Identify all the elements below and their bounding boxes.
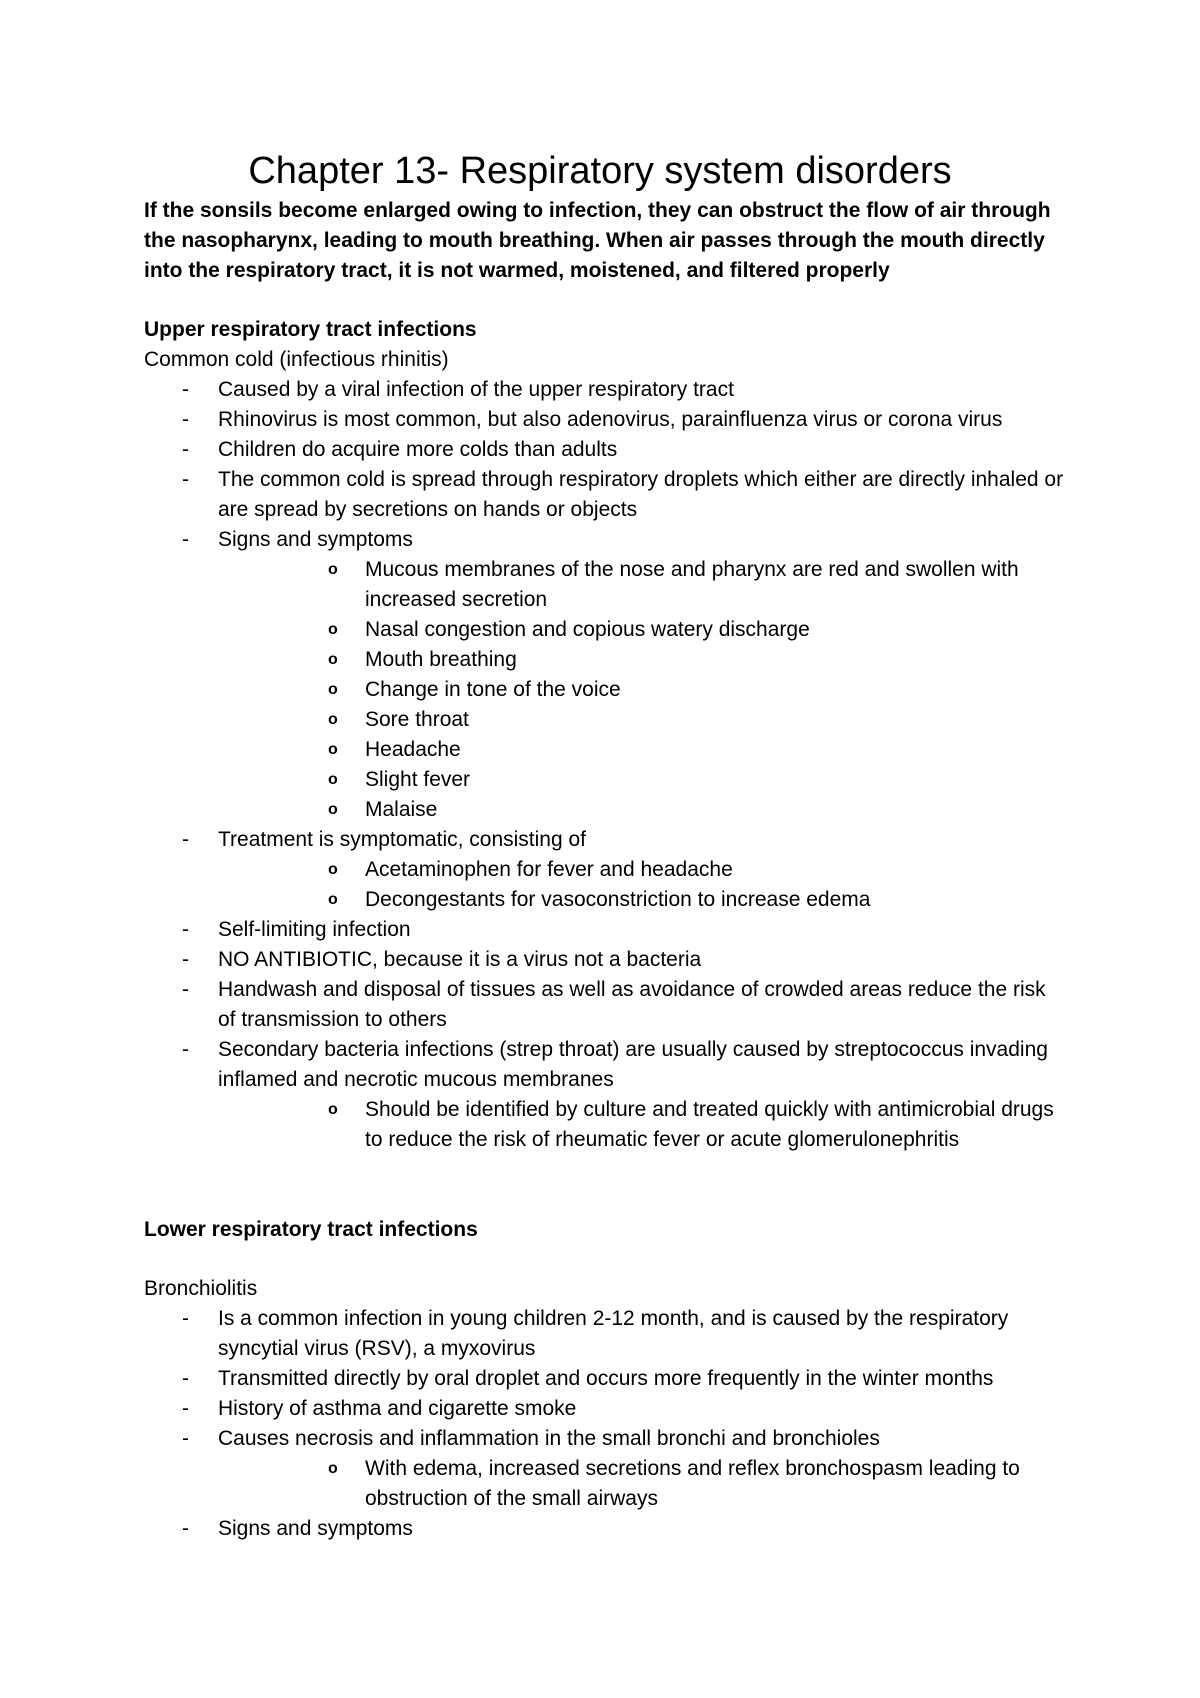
dash-marker: - [182, 948, 189, 971]
dash-marker: - [182, 828, 189, 851]
upper-subheading: Common cold (infectious rhinitis) [144, 348, 449, 371]
spacer [144, 1155, 1064, 1215]
list-item: - Secondary bacteria infections (strep throat) are usually caused by streptococcus invading inflamed and necrotic mucous membranes o Should be identified by culture and treated quickly with antimicrobial drugs to reduce the risk of rheumatic fever or acute glomerulonephritis [144, 1035, 1064, 1155]
upper-list [144, 375, 1064, 1155]
document-body [144, 196, 1064, 1544]
list-item: - Rhinovirus is most common, but also adenovirus, parainfluenza virus or corona virus [144, 405, 1064, 435]
sub-list-item: o Sore throat [218, 705, 1064, 735]
circle-bullet-icon: o [328, 741, 338, 758]
necrosis-sublist [218, 1454, 1064, 1514]
sub-list-item: o Decongestants for vasoconstriction to increase edema [218, 885, 1064, 915]
sub-list-item: o Slight fever [218, 765, 1064, 795]
dash-marker: - [182, 1307, 189, 1330]
circle-bullet-icon: o [328, 681, 338, 698]
list-item: - NO ANTIBIOTIC, because it is a virus not a bacteria [144, 945, 1064, 975]
sub-list-item: o Change in tone of the voice [218, 675, 1064, 705]
circle-bullet-icon: o [328, 891, 338, 908]
dash-marker: - [182, 468, 189, 491]
lower-subheading: Bronchiolitis [144, 1277, 258, 1300]
dash-marker: - [182, 1517, 189, 1540]
circle-bullet-icon: o [328, 771, 338, 788]
sub-list-item: o Malaise [218, 795, 1064, 825]
circle-bullet-icon: o [328, 711, 338, 728]
circle-bullet-icon: o [328, 1460, 338, 1477]
circle-bullet-icon: o [328, 651, 338, 668]
treatment-sublist [218, 855, 1064, 915]
list-item: - History of asthma and cigarette smoke [144, 1394, 1064, 1424]
lower-list [144, 1304, 1064, 1544]
dash-marker: - [182, 1397, 189, 1420]
dash-marker: - [182, 1427, 189, 1450]
dash-marker: - [182, 1367, 189, 1390]
circle-bullet-icon: o [328, 621, 338, 638]
list-item: - Treatment is symptomatic, consisting of o Acetaminophen for fever and headache o Decongestants for vasoconstriction to increase edema [144, 825, 1064, 915]
dash-marker: - [182, 438, 189, 461]
sub-list-item: o Headache [218, 735, 1064, 765]
list-item: - Self-limiting infection [144, 915, 1064, 945]
upper-heading: Upper respiratory tract infections [144, 318, 477, 341]
lower-heading: Lower respiratory tract infections [144, 1218, 478, 1241]
circle-bullet-icon: o [328, 561, 338, 578]
dash-marker: - [182, 918, 189, 941]
list-item: - Children do acquire more colds than adults [144, 435, 1064, 465]
secondary-sublist [218, 1095, 1064, 1155]
dash-marker: - [182, 1038, 189, 1061]
list-item: - Handwash and disposal of tissues as well as avoidance of crowded areas reduce the risk of transmission to others [144, 975, 1064, 1035]
list-item: - Is a common infection in young children 2-12 month, and is caused by the respiratory syncytial virus (RSV), a myxovirus [144, 1304, 1064, 1364]
dash-marker: - [182, 978, 189, 1001]
list-item: - Signs and symptoms [144, 1514, 1064, 1544]
symptoms-sublist [218, 555, 1064, 825]
circle-bullet-icon: o [328, 861, 338, 878]
spacer [144, 1245, 1064, 1274]
list-item: - Causes necrosis and inflammation in the small bronchi and bronchioles o With edema, increased secretions and reflex bronchospasm leading to obstruction of the small airways [144, 1424, 1064, 1514]
dash-marker: - [182, 378, 189, 401]
list-item: - The common cold is spread through respiratory droplets which either are directly inhaled or are spread by secretions on hands or objects [144, 465, 1064, 525]
sub-list-item: o Should be identified by culture and treated quickly with antimicrobial drugs to reduce the risk of rheumatic fever or acute glomerulonephritis [218, 1095, 1064, 1155]
circle-bullet-icon: o [328, 801, 338, 818]
circle-bullet-icon: o [328, 1101, 338, 1118]
dash-marker: - [182, 408, 189, 431]
sub-list-item: o Nasal congestion and copious watery discharge [218, 615, 1064, 645]
list-item: - Transmitted directly by oral droplet and occurs more frequently in the winter months [144, 1364, 1064, 1394]
list-item: - Caused by a viral infection of the upper respiratory tract [144, 375, 1064, 405]
sub-list-item: o Mucous membranes of the nose and pharynx are red and swollen with increased secretion [218, 555, 1064, 615]
list-item: - Signs and symptoms o Mucous membranes of the nose and pharynx are red and swollen with increased secretion o Nasal congestion and copious watery discharge o Mouth breathing o Change in tone of the voice o Sore throat o Headache o Slight fever o Malaise [144, 525, 1064, 825]
intro-paragraph: If the sonsils become enlarged owing to infection, they can obstruct the flow of air through the nasopharynx, leading to mouth breathing. When air passes through the mouth directly into the respiratory tract, it is not warmed, moistened, and filtered properly [144, 199, 1051, 282]
page-title: Chapter 13- Respiratory system disorders [248, 150, 952, 192]
sub-list-item: o Mouth breathing [218, 645, 1064, 675]
sub-list-item: o Acetaminophen for fever and headache [218, 855, 1064, 885]
sub-list-item: o With edema, increased secretions and reflex bronchospasm leading to obstruction of the small airways [218, 1454, 1064, 1514]
dash-marker: - [182, 528, 189, 551]
spacer [144, 286, 1064, 315]
